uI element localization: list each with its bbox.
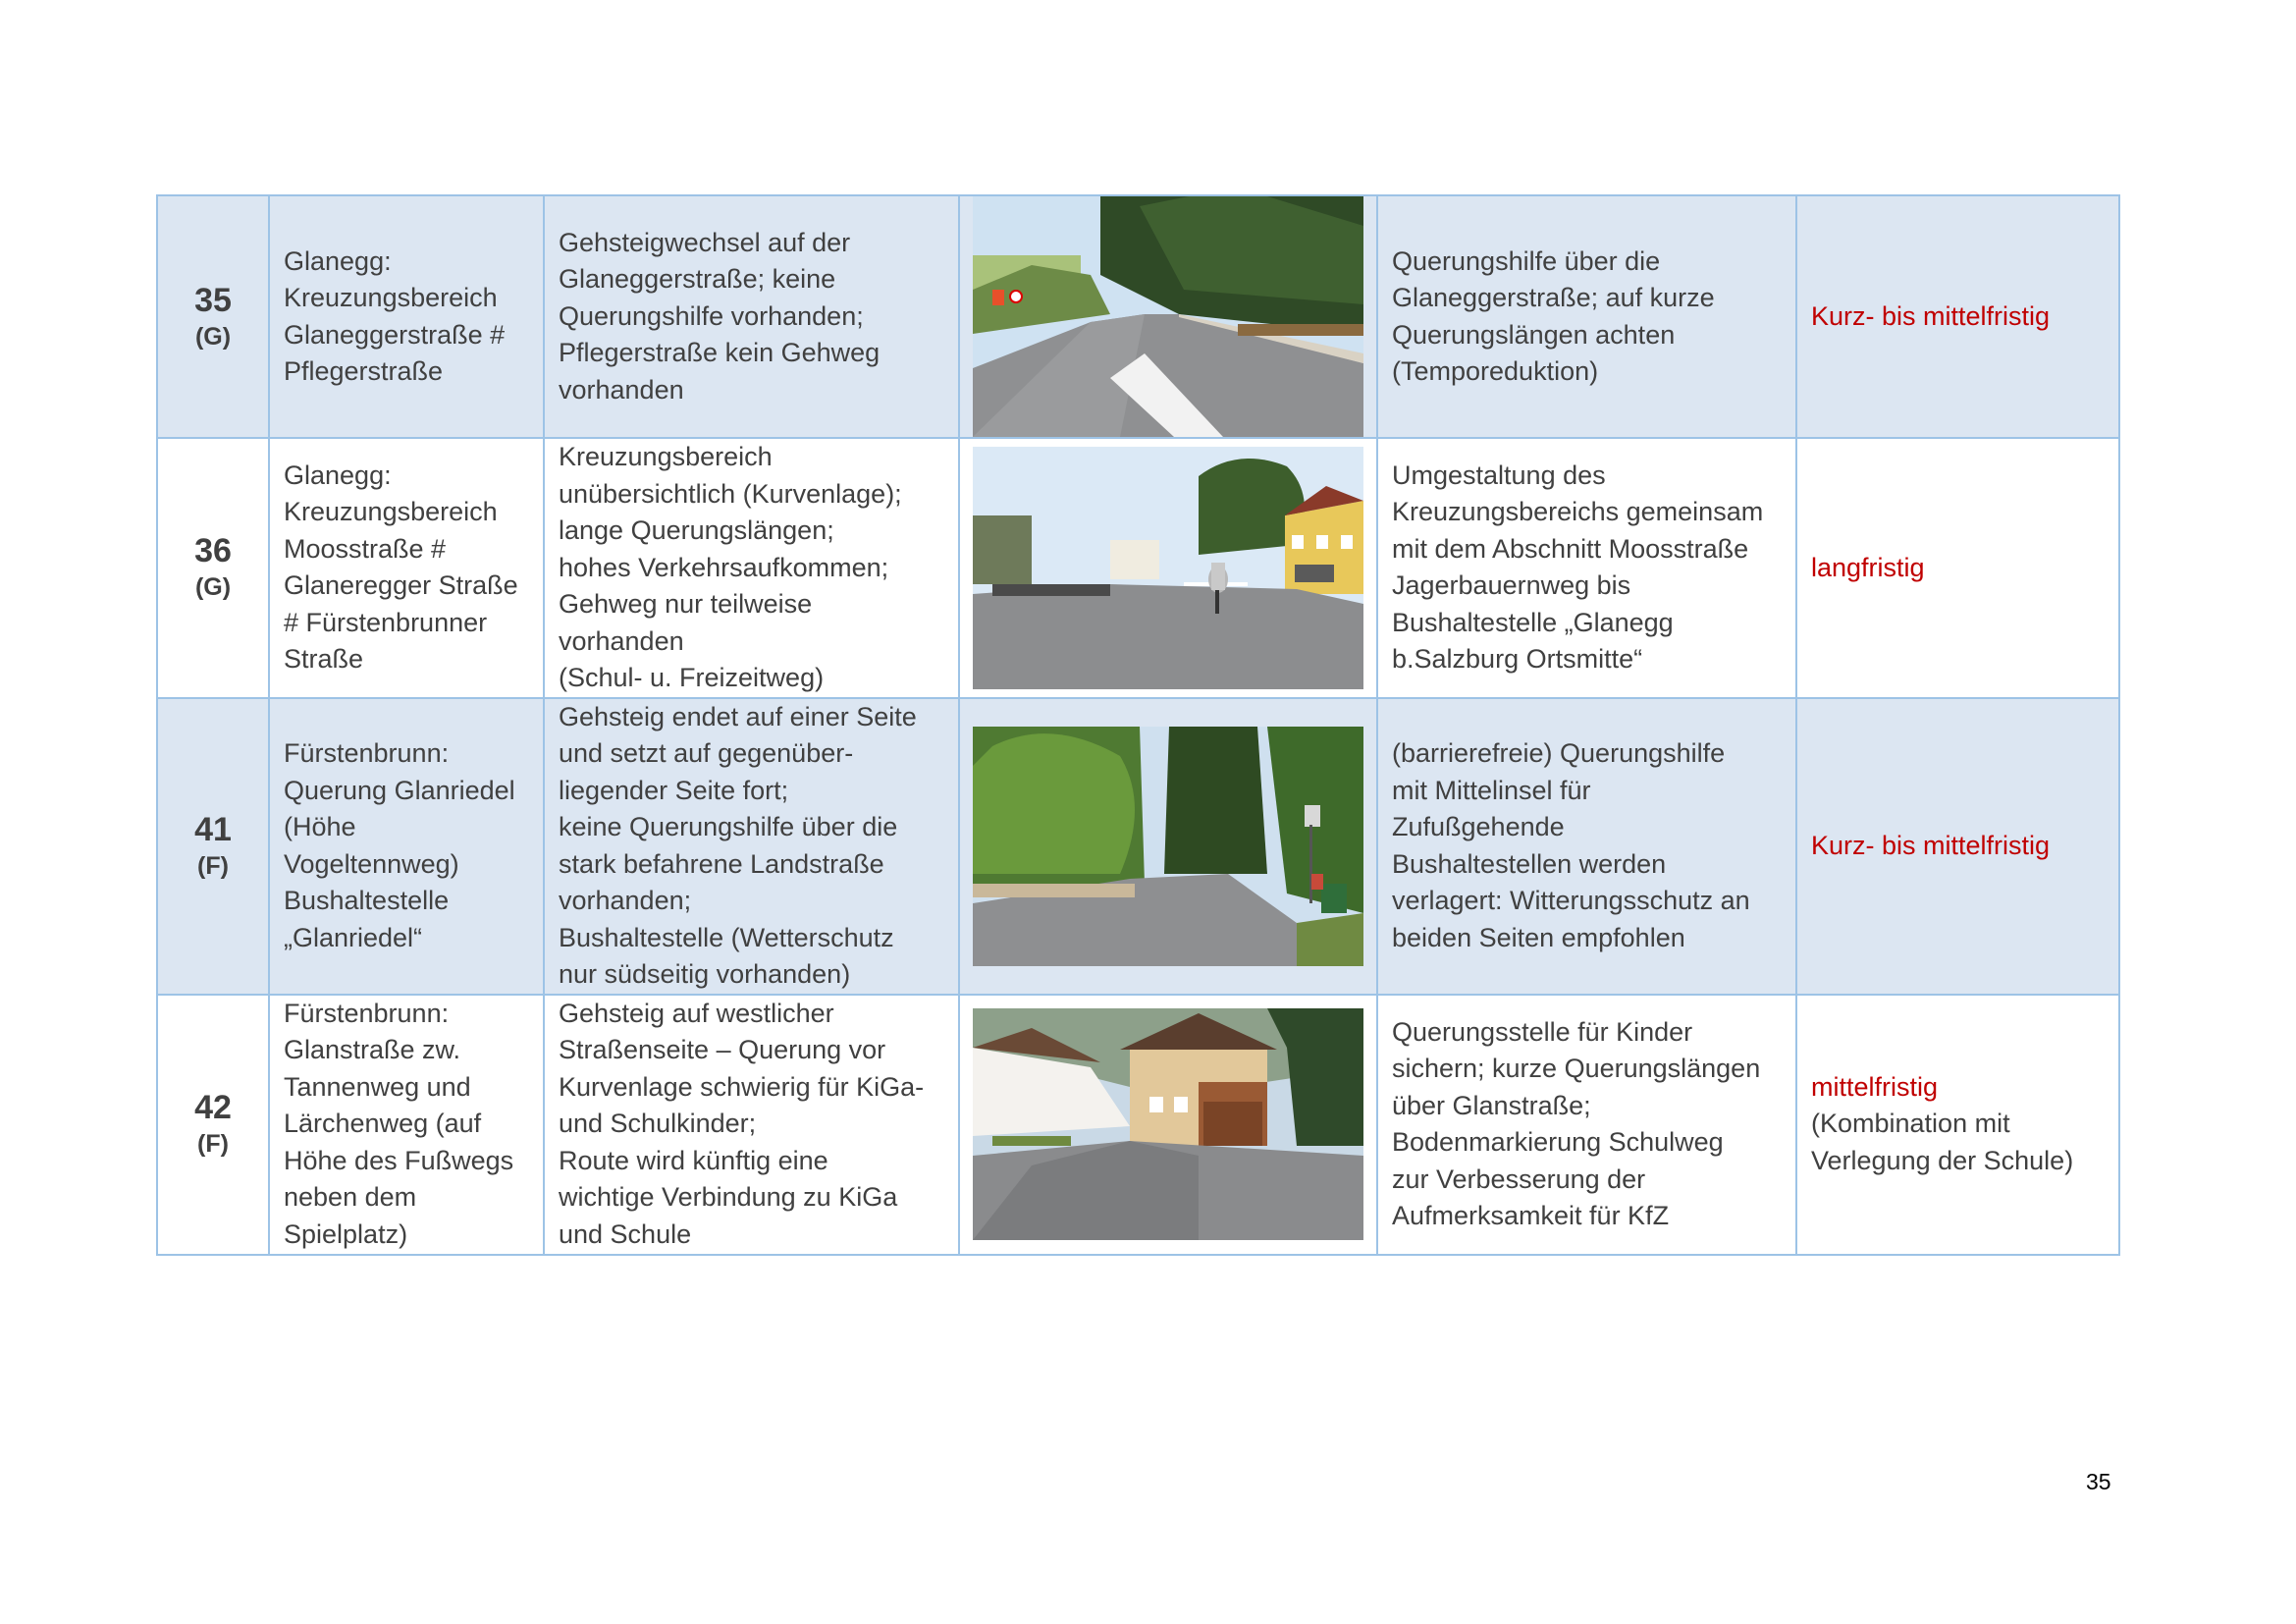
- problem-line: Bushaltestelle (Wetterschutz: [559, 922, 894, 952]
- solution-line: Jagerbauernweg bis: [1392, 570, 1631, 601]
- row-number-cell: [157, 438, 269, 698]
- location-line: Kreuzungsbereich: [284, 497, 498, 527]
- location-line: Vogeltennweg): [284, 848, 459, 879]
- problem-line: Straßenseite – Querung vor: [559, 1035, 886, 1065]
- solution-line: Zufußgehende: [1392, 812, 1565, 841]
- problem-line: Glaneggerstraße; keine: [559, 264, 836, 295]
- location-cell: [269, 995, 544, 1255]
- solution-line: Aufmerksamkeit für KfZ: [1392, 1201, 1670, 1230]
- problem-line: hohes Verkehrsaufkommen;: [559, 552, 889, 582]
- problem-line: Route wird künftig eine: [559, 1145, 828, 1175]
- solution-line: Bushaltestellen werden: [1392, 848, 1667, 879]
- location-line: Glaneggerstraße #: [284, 319, 506, 350]
- problem-line: vorhanden;: [559, 886, 692, 915]
- solution-line: Glaneggerstraße; auf kurze: [1392, 283, 1715, 312]
- row-number-cell: [157, 995, 269, 1255]
- problem-line: Kreuzungsbereich: [559, 442, 773, 471]
- solution-line: (barrierefreie) Querungshilfe: [1392, 738, 1726, 768]
- problem-line: vorhanden: [559, 625, 684, 656]
- priority-label: Kurz- bis mittelfristig: [1811, 300, 2051, 331]
- location-line: Tannenweg und: [284, 1071, 471, 1102]
- solution-line: über Glanstraße;: [1392, 1090, 1591, 1120]
- problem-line: und Schulkinder;: [559, 1109, 757, 1139]
- location-line: (Höhe: [284, 812, 356, 841]
- location-line: Fürstenbrunn:: [284, 998, 450, 1028]
- solution-line: Bodenmarkierung Schulweg: [1392, 1127, 1724, 1157]
- location-cell: [269, 438, 544, 698]
- location-cell: [269, 195, 544, 438]
- solution-line: sichern; kurze Querungslängen: [1392, 1054, 1761, 1083]
- priority-label: langfristig: [1811, 552, 1925, 582]
- problem-line: liegender Seite fort;: [559, 775, 789, 805]
- location-line: Glanstraße zw.: [284, 1035, 461, 1065]
- location-line: # Fürstenbrunner: [284, 607, 488, 637]
- location-line: neben dem: [284, 1182, 417, 1213]
- problem-line: nur südseitig vorhanden): [559, 959, 851, 989]
- problem-line: lange Querungslängen;: [559, 515, 834, 545]
- priority-cell: [1796, 438, 2119, 698]
- solution-line: beiden Seiten empfohlen: [1392, 922, 1685, 952]
- location-cell: [269, 698, 544, 995]
- location-line: Glaneregger Straße: [284, 570, 518, 601]
- crossing-photo: [973, 447, 1363, 689]
- row-number-cell: [157, 195, 269, 438]
- problem-line: keine Querungshilfe über die: [559, 812, 898, 841]
- solution-line: Umgestaltung des: [1392, 460, 1606, 490]
- problem-line: und setzt auf gegenüber-: [559, 738, 854, 768]
- solution-line: zur Verbesserung der: [1392, 1164, 1646, 1194]
- table-row: [157, 195, 2119, 438]
- priority-label: Kurz- bis mittelfristig: [1811, 830, 2051, 860]
- measures-table: [156, 194, 2120, 1256]
- problem-cell: [544, 438, 959, 698]
- location-line: Glanegg:: [284, 460, 392, 490]
- page-number: 35: [2086, 1469, 2111, 1494]
- problem-line: Pflegerstraße kein Gehweg: [559, 338, 881, 368]
- problem-cell: [544, 995, 959, 1255]
- solution-line: mit Mittelinsel für: [1392, 775, 1591, 805]
- road-photo: [973, 196, 1363, 437]
- problem-line: stark befahrene Landstraße: [559, 848, 884, 879]
- row-number: 41: [194, 810, 232, 848]
- problem-line: Querungshilfe vorhanden;: [559, 300, 864, 331]
- priority-note-line: (Kombination mit: [1811, 1109, 2010, 1139]
- problem-cell: [544, 698, 959, 995]
- photo-cell: [959, 698, 1377, 995]
- street-photo: [973, 1008, 1363, 1240]
- photo-cell: [959, 995, 1377, 1255]
- row-category: (F): [197, 851, 229, 880]
- problem-line: wichtige Verbindung zu KiGa: [559, 1182, 898, 1213]
- problem-line: Gehweg nur teilweise: [559, 589, 813, 619]
- row-number-cell: [157, 698, 269, 995]
- problem-line: (Schul- u. Freizeitweg): [559, 663, 825, 692]
- solution-line: Kreuzungsbereichs gemeinsam: [1392, 497, 1764, 527]
- location-line: Moosstraße #: [284, 533, 447, 564]
- row-category: (G): [194, 573, 232, 602]
- location-line: „Glanriedel“: [284, 922, 423, 952]
- solution-line: b.Salzburg Ortsmitte“: [1392, 644, 1643, 675]
- location-line: Bushaltestelle: [284, 886, 450, 915]
- problem-line: Gehsteigwechsel auf der: [559, 227, 851, 257]
- priority-label: mittelfristig: [1811, 1071, 1939, 1102]
- problem-line: Gehsteig endet auf einer Seite: [559, 701, 917, 731]
- row-number: 42: [194, 1089, 232, 1126]
- location-line: Straße: [284, 644, 364, 675]
- location-line: Spielplatz): [284, 1218, 408, 1249]
- priority-cell: [1796, 995, 2119, 1255]
- solution-cell: [1377, 195, 1796, 438]
- solution-line: verlagert: Witterungsschutz an: [1392, 886, 1750, 915]
- location-line: Höhe des Fußwegs: [284, 1145, 514, 1175]
- solution-line: Bushaltestelle „Glanegg: [1392, 607, 1674, 637]
- row-number: 36: [194, 532, 232, 570]
- problem-line: vorhanden: [559, 374, 684, 405]
- table-row: [157, 995, 2119, 1255]
- row-number: 35: [194, 281, 232, 319]
- solution-line: Querungslängen achten: [1392, 319, 1676, 350]
- problem-line: Gehsteig auf westlicher: [559, 998, 834, 1028]
- problem-line: unübersichtlich (Kurvenlage);: [559, 478, 902, 509]
- row-category: (F): [197, 1130, 229, 1158]
- problem-cell: [544, 195, 959, 438]
- row-category: (G): [194, 322, 232, 351]
- solution-line: Querungsstelle für Kinder: [1392, 1016, 1693, 1047]
- priority-note-line: Verlegung der Schule): [1811, 1145, 2074, 1175]
- location-line: Fürstenbrunn:: [284, 738, 450, 768]
- location-line: Lärchenweg (auf: [284, 1109, 482, 1139]
- solution-line: mit dem Abschnitt Moosstraße: [1392, 533, 1749, 564]
- solution-cell: [1377, 698, 1796, 995]
- table-row: [157, 438, 2119, 698]
- problem-line: und Schule: [559, 1218, 692, 1249]
- problem-line: Kurvenlage schwierig für KiGa-: [559, 1071, 925, 1102]
- location-line: Kreuzungsbereich: [284, 283, 498, 312]
- location-line: Glanegg:: [284, 245, 392, 276]
- solution-cell: [1377, 995, 1796, 1255]
- solution-cell: [1377, 438, 1796, 698]
- solution-line: Querungshilfe über die: [1392, 245, 1661, 276]
- location-line: Pflegerstraße: [284, 356, 444, 386]
- photo-cell: [959, 438, 1377, 698]
- photo-cell: [959, 195, 1377, 438]
- table-row: [157, 698, 2119, 995]
- road-photo: [973, 727, 1363, 966]
- location-line: Querung Glanriedel: [284, 775, 515, 805]
- solution-line: (Temporeduktion): [1392, 356, 1599, 386]
- priority-cell: [1796, 195, 2119, 438]
- priority-cell: [1796, 698, 2119, 995]
